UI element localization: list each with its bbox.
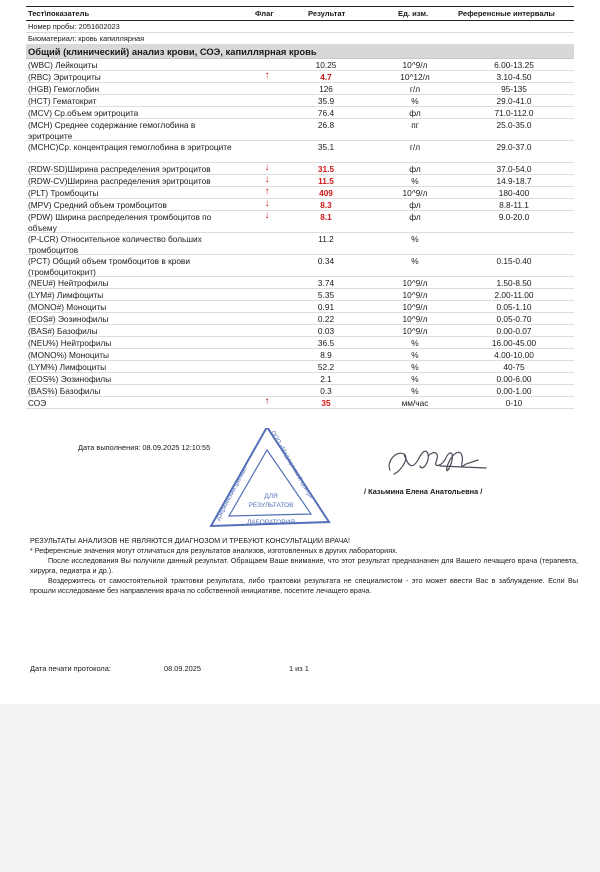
- result-rows: [26, 59, 574, 409]
- table-row: [26, 141, 574, 163]
- result-value: 8.3: [320, 200, 332, 210]
- table-row: [26, 361, 574, 373]
- test-name: (PDW) Ширина распределения тромбоцитов по объему: [28, 212, 212, 233]
- unit: %: [411, 256, 419, 266]
- page-bottom-margin: [0, 704, 600, 872]
- unit: %: [411, 96, 419, 106]
- flag-arrow-icon: ↑: [264, 186, 270, 197]
- table-row: [26, 289, 574, 301]
- table-row: [26, 163, 574, 175]
- test-name: (EOS#) Эозинофилы: [28, 314, 109, 324]
- table-row: [26, 277, 574, 289]
- test-name: (PCT) Общий объем тромбоцитов в крови (тромбоцитокрит): [28, 256, 190, 277]
- table-row: [26, 83, 574, 95]
- test-name: (LYM#) Лимфоциты: [28, 290, 104, 300]
- result-value: 11.5: [318, 176, 334, 186]
- unit: 10^9/л: [402, 188, 428, 198]
- result-value: 31.5: [317, 164, 335, 174]
- test-name: (MCHC)Ср. концентрация гемоглобина в эритроците: [28, 142, 232, 152]
- test-name: (BAS%) Базофилы: [28, 386, 101, 396]
- unit: г/л: [409, 84, 421, 94]
- table-row: [26, 325, 574, 337]
- test-name: (PLT) Тромбоциты: [28, 188, 99, 198]
- test-name: (HGB) Гемоглобин: [28, 84, 100, 94]
- result-value: 0.34: [317, 256, 335, 266]
- result-value: 26.8: [317, 120, 335, 130]
- reference-range: 29.0-37.0: [496, 142, 532, 152]
- unit: %: [411, 362, 419, 372]
- table-row: [26, 373, 574, 385]
- unit: 10^12/л: [400, 72, 430, 82]
- table-row: [26, 119, 574, 141]
- table-row: [26, 233, 574, 255]
- flag-arrow-icon: ↑: [264, 70, 270, 81]
- sample-number-row: [26, 21, 574, 33]
- unit: 10^9/л: [402, 290, 428, 300]
- table-row: [26, 95, 574, 107]
- result-value: 11.2: [318, 234, 334, 244]
- test-name: (MONO#) Моноциты: [28, 302, 107, 312]
- reference-range: 14.9-18.7: [496, 176, 532, 186]
- table-row: [26, 71, 574, 83]
- result-value: 35.9: [317, 96, 335, 106]
- reference-range: 25.0-35.0: [496, 120, 532, 130]
- biomaterial-row: [26, 33, 574, 45]
- table-row: [26, 337, 574, 349]
- print-date-label: Дата печати протокола:: [30, 664, 111, 673]
- completion-date: Дата выполнения: 08.09.2025 12:10:55: [78, 443, 211, 452]
- flag-arrow-icon: ↑: [264, 396, 270, 407]
- disclaimer-reference: * Референсные значения могут отличаться для результатов анализов, изготовленных в других лабораториях.: [30, 546, 398, 555]
- header-flag: Флаг: [255, 9, 274, 18]
- reference-range: 40-75: [503, 362, 525, 372]
- header-unit: Ед. изм.: [398, 9, 429, 18]
- result-value: 0.3: [320, 386, 332, 396]
- test-name: (RDW-SD)Ширина распределения эритроцитов: [28, 164, 211, 174]
- result-value: 35: [321, 398, 331, 408]
- reference-range: 3.10-4.50: [496, 72, 532, 82]
- result-value: 0.22: [317, 314, 335, 324]
- test-name: (EOS%) Эозинофилы: [28, 374, 112, 384]
- unit: %: [411, 386, 419, 396]
- reference-range: 8.8-11.1: [499, 200, 529, 210]
- table-row: [26, 187, 574, 199]
- results-table: [26, 6, 574, 409]
- table-row: [26, 385, 574, 397]
- result-value: 0.91: [317, 302, 335, 312]
- sample-number: Номер пробы: 2051602023: [28, 22, 120, 31]
- doctor-signature: [382, 440, 490, 482]
- test-name: (MCV) Ср.объем эритроцита: [28, 108, 139, 118]
- reference-range: 0.00-6.00: [496, 374, 532, 384]
- reference-range: 0.05-1.10: [496, 302, 532, 312]
- disclaimer-warning: РЕЗУЛЬТАТЫ АНАЛИЗОВ НЕ ЯВЛЯЮТСЯ ДИАГНОЗОМ И ТРЕБУЮТ КОНСУЛЬТАЦИИ ВРАЧА!: [30, 536, 350, 545]
- result-value: 3.74: [317, 278, 335, 288]
- print-date: 08.09.2025: [164, 664, 201, 673]
- unit: %: [411, 350, 419, 360]
- flag-arrow-icon: ↓: [264, 162, 270, 173]
- table-row: [26, 397, 574, 409]
- laboratory-stamp: [205, 428, 337, 532]
- reference-range: 95-135: [501, 84, 527, 94]
- table-row: [26, 301, 574, 313]
- unit: фл: [409, 164, 421, 174]
- stamp-ring-right: ООО «Медицинский центр»: [269, 429, 314, 501]
- reference-range: 2.00-11.00: [494, 290, 534, 300]
- test-name: (NEU%) Нейтрофилы: [28, 338, 112, 348]
- reference-range: 0.00-0.07: [496, 326, 532, 336]
- result-value: 76.4: [317, 108, 335, 118]
- result-value: 126: [319, 84, 333, 94]
- biomaterial: Биоматериал: кровь капиллярная: [28, 34, 145, 43]
- flag-arrow-icon: ↓: [264, 210, 270, 221]
- unit: %: [411, 374, 419, 384]
- page-number: 1 из 1: [289, 664, 309, 673]
- test-name: (MONO%) Моноциты: [28, 350, 109, 360]
- test-name: (BAS#) Базофилы: [28, 326, 98, 336]
- reference-range: 1.50-8.50: [496, 278, 532, 288]
- result-value: 36.5: [317, 338, 335, 348]
- stamp-ring-left: Дзержинский филиал: [215, 465, 249, 522]
- unit: мм/час: [401, 398, 429, 408]
- flag-arrow-icon: ↓: [264, 198, 270, 209]
- table-row: [26, 313, 574, 325]
- result-value: 10.25: [315, 60, 337, 70]
- test-name: (RBC) Эритроциты: [28, 72, 101, 82]
- stamp-inner-line1: ДЛЯ: [264, 493, 278, 500]
- unit: %: [411, 234, 419, 244]
- disclaimer: [30, 536, 578, 596]
- table-row: [26, 107, 574, 119]
- header-ref: Референсные интервалы: [458, 9, 555, 18]
- test-name: (HCT) Гематокрит: [28, 96, 97, 106]
- table-header: [26, 6, 574, 21]
- table-row: [26, 175, 574, 187]
- reference-range: 0.15-0.40: [496, 256, 532, 266]
- disclaimer-self-interpretation: Воздержитесь от самостоятельной трактовки результата, либо трактовки результата не специалистом - это может ввести Вас в заблуждение. Если Вы прошли исследование без направления врача по собственной инициативе, посетите лечащего врача.: [30, 576, 578, 595]
- result-value: 2.1: [320, 374, 332, 384]
- result-value: 8.9: [320, 350, 332, 360]
- disclaimer-doctor: После исследования Вы получили данный результат. Обращаем Ваше внимание, что этот результат предназначен для Вашего лечащего врача (терапевта, хирурга, педиатра и др.).: [30, 556, 578, 575]
- stamp-bottom-text: ЛАБОРАТОРИЯ: [246, 519, 296, 526]
- table-row: [26, 211, 574, 233]
- unit: 10^9/л: [402, 326, 428, 336]
- result-value: 8.1: [320, 212, 332, 222]
- table-row: [26, 255, 574, 277]
- reference-range: 6.00-13.25: [494, 60, 534, 70]
- test-name: СОЭ: [28, 398, 47, 408]
- unit: 10^9/л: [402, 278, 428, 288]
- reference-range: 9.0-20.0: [498, 212, 530, 222]
- test-name: (MCH) Среднее содержание гемоглобина в эритроците: [28, 120, 196, 141]
- reference-range: 71.0-112.0: [494, 108, 534, 118]
- stamp-inner-line2: РЕЗУЛЬТАТОВ: [248, 502, 294, 509]
- table-row: [26, 199, 574, 211]
- reference-range: 4.00-10.00: [494, 350, 534, 360]
- result-value: 52.2: [317, 362, 335, 372]
- unit: г/л: [409, 142, 421, 152]
- unit: фл: [409, 212, 421, 222]
- unit: фл: [409, 200, 421, 210]
- result-value: 5.35: [317, 290, 335, 300]
- result-value: 35.1: [317, 142, 335, 152]
- reference-range: 37.0-54.0: [496, 164, 532, 174]
- section-title: Общий (клинический) анализ крови, СОЭ, капиллярная кровь: [26, 45, 574, 59]
- unit: фл: [409, 108, 421, 118]
- reference-range: 0.00-1.00: [496, 386, 532, 396]
- reference-range: 180-400: [498, 188, 530, 198]
- test-name: (MPV) Средний объем тромбоцитов: [28, 200, 167, 210]
- test-name: (WBC) Лейкоциты: [28, 60, 98, 70]
- header-test: Тест\показатель: [28, 9, 90, 18]
- flag-arrow-icon: ↓: [264, 174, 270, 185]
- unit: 10^9/л: [402, 60, 428, 70]
- unit: %: [411, 176, 419, 186]
- table-row: [26, 349, 574, 361]
- result-value: 4.7: [320, 72, 332, 82]
- unit: пг: [411, 120, 419, 130]
- result-value: 0.03: [317, 326, 335, 336]
- test-name: (LYM%) Лимфоциты: [28, 362, 107, 372]
- header-result: Результат: [308, 9, 346, 18]
- result-value: 409: [319, 188, 333, 198]
- unit: 10^9/л: [402, 302, 428, 312]
- unit: %: [411, 338, 419, 348]
- test-name: (NEU#) Нейтрофилы: [28, 278, 109, 288]
- reference-range: 16.00-45.00: [491, 338, 537, 348]
- reference-range: 29.0-41.0: [496, 96, 532, 106]
- unit: 10^9/л: [402, 314, 428, 324]
- doctor-name: / Казьмина Елена Анатольевна /: [364, 487, 483, 496]
- test-name: (RDW-CV)Ширина распределения эритроцитов: [28, 176, 211, 186]
- reference-range: 0-10: [505, 398, 523, 408]
- test-name: (P-LCR) Относительное количество больших тромбоцитов: [28, 234, 202, 255]
- table-row: [26, 59, 574, 71]
- reference-range: 0.05-0.70: [496, 314, 532, 324]
